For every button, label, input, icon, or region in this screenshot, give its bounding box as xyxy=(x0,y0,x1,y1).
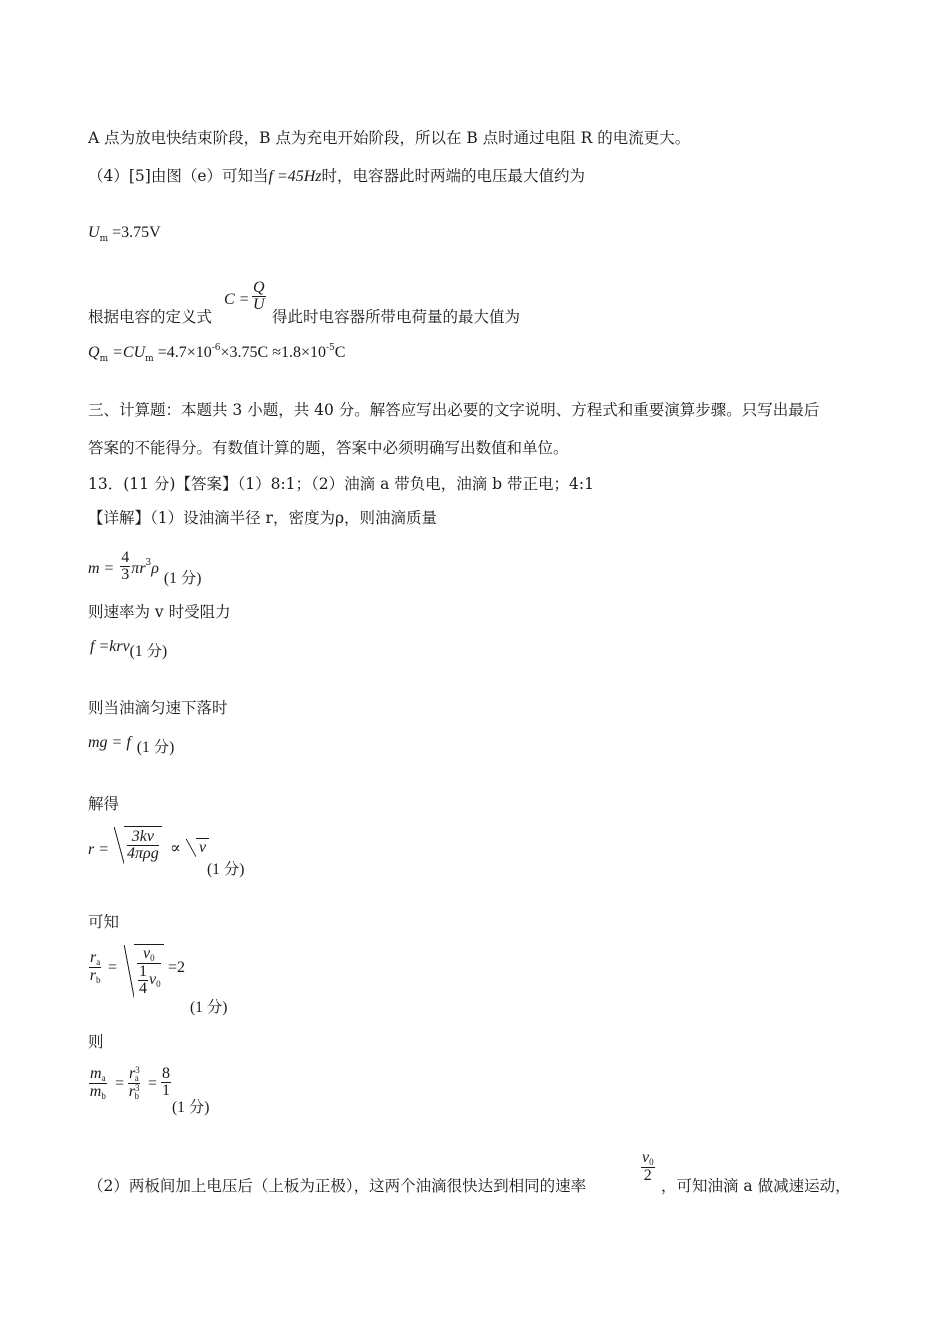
ma-symbol: m xyxy=(90,1065,102,1082)
rb-subscript: b xyxy=(95,975,101,985)
ratio-result: =2 xyxy=(168,959,186,976)
equals-sign: = xyxy=(115,1075,125,1092)
part2-suffix: ，可知油滴 a 做减速运动， xyxy=(661,1177,851,1195)
exponent-2: -5 xyxy=(326,343,335,353)
ra-subscript: a xyxy=(134,1073,139,1083)
velocity-symbol: v xyxy=(199,839,207,856)
frequency-formula: f =45Hz xyxy=(268,168,322,185)
quarter-fraction xyxy=(138,964,148,997)
text-line-solve: 解得 xyxy=(88,795,120,813)
v0-half-fraction xyxy=(641,1150,655,1184)
voltage-symbol: U xyxy=(88,224,100,241)
capacitance-symbol: C = xyxy=(224,291,250,308)
question-13-answer: 13．(11 分)【答案】（1）8:1；（2）油滴 a 带负电，油滴 b 带正电；4:1 xyxy=(88,475,594,493)
equals-sign-2: = xyxy=(148,1075,158,1092)
fraction-denominator: 1 xyxy=(162,1082,170,1099)
fraction-numerator: 1 xyxy=(139,963,147,980)
equation-resistance xyxy=(90,636,168,660)
charge-calc-a: =4.7×10 xyxy=(153,344,212,361)
score-label: (1 分) xyxy=(207,861,245,878)
equation-equilibrium xyxy=(88,732,175,756)
voltage-subscript: m xyxy=(99,234,109,244)
fraction-denominator: 4πρg xyxy=(127,845,159,862)
text-line-capacitance-definition xyxy=(88,279,521,326)
section-3-instructions-line1: 三、计算题：本题共 3 小题，共 40 分。解答应写出必要的文字说明、方程式和重要演算步骤。只写出最后 xyxy=(88,401,820,419)
capacitance-prefix: 根据电容的定义式 xyxy=(88,308,213,326)
fraction-numerator xyxy=(89,950,101,968)
charge-subscript: m xyxy=(99,354,109,364)
equation-mass xyxy=(88,542,201,586)
fraction-numerator: 4 xyxy=(121,549,130,566)
pi-r: πr xyxy=(131,559,146,577)
mb-symbol: m xyxy=(89,1083,102,1100)
radius-fraction xyxy=(127,829,159,862)
text-line-know: 可知 xyxy=(88,913,120,931)
cube-exponent: 3 xyxy=(145,557,152,568)
text-line-resistance: 则速率为 v 时受阻力 xyxy=(88,603,231,621)
ra-subscript: a xyxy=(96,957,101,967)
q-over-u-fraction xyxy=(252,280,266,313)
cube-exponent: 3 xyxy=(134,1083,140,1093)
text-line-uniform-fall: 则当油滴匀速下落时 xyxy=(88,699,228,717)
density-symbol: ρ xyxy=(151,559,159,577)
four-thirds-fraction xyxy=(120,550,130,583)
text-line-then: 则 xyxy=(88,1033,104,1051)
cu-product: =CU xyxy=(108,344,146,361)
mass-lhs: m = xyxy=(88,559,115,577)
section-3-instructions-line2: 答案的不能得分。有数值计算的题，答案中必须明确写出数值和单位。 xyxy=(88,439,569,457)
fraction-denominator: 2 xyxy=(643,1167,652,1184)
sqrt-v xyxy=(196,838,209,857)
fraction-numerator xyxy=(128,1066,140,1084)
v0-symbol: v xyxy=(149,971,157,989)
formula-max-voltage xyxy=(88,222,161,245)
text-line-part4 xyxy=(88,166,585,187)
charge-symbol: Q xyxy=(88,344,100,361)
fraction-numerator: Q xyxy=(253,279,265,296)
ra-rb-fraction xyxy=(89,950,101,985)
score-label: (1 分) xyxy=(172,1099,210,1116)
v0-subscript: 0 xyxy=(150,953,155,963)
capacitance-suffix: 得此时电容器所带电荷量的最大值为 xyxy=(272,308,521,326)
charge-unit: C xyxy=(334,344,346,361)
rb-subscript: b xyxy=(134,1091,139,1101)
fraction-denominator: 3 xyxy=(121,566,130,583)
ra-symbol: r xyxy=(129,1065,136,1082)
v0-symbol: v xyxy=(642,1149,650,1166)
fraction-numerator: 3kv xyxy=(127,829,159,846)
score-label: (1 分) xyxy=(190,999,228,1016)
fraction-denominator: U xyxy=(253,296,265,313)
exponent-1: -6 xyxy=(211,343,221,353)
velocity-ratio-fraction xyxy=(137,946,161,997)
part2-prefix: （2）两板间加上电压后（上板为正极），这两个油滴很快达到相同的速率 xyxy=(88,1177,587,1195)
radius-lhs: r = xyxy=(88,841,110,858)
cube-exponent: 3 xyxy=(135,1065,140,1075)
fraction-denominator xyxy=(89,1084,107,1101)
v0-subscript: 0 xyxy=(649,1157,654,1167)
question-13-detail: 【详解】（1）设油滴半径 r，密度为ρ，则油滴质量 xyxy=(88,509,438,527)
score-label: (1 分) xyxy=(129,643,168,660)
part4-prefix: （4）[5]由图（e）可知当 xyxy=(88,167,269,185)
cu-subscript: m xyxy=(145,354,154,364)
fraction-denominator xyxy=(137,964,161,997)
mb-subscript: b xyxy=(101,1091,106,1101)
rb-symbol: r xyxy=(128,1083,135,1100)
fraction-denominator xyxy=(128,1084,140,1101)
sqrt-velocity-ratio xyxy=(134,944,164,998)
resistance-formula: f =krv xyxy=(90,638,130,655)
equals-sign: = xyxy=(108,959,118,976)
charge-calc-b: ×3.75C ≈1.8×10 xyxy=(220,344,327,361)
eight-over-one-fraction xyxy=(161,1066,171,1099)
fraction-numerator xyxy=(137,946,161,964)
fraction-numerator xyxy=(641,1150,655,1168)
text-line-conclusion: A 点为放电快结束阶段，B 点为充电开始阶段，所以在 B 点时通过电阻 R 的电流更大。 xyxy=(88,129,691,147)
rb-symbol: r xyxy=(89,967,96,984)
sqrt-radius xyxy=(124,826,162,864)
ra-symbol: r xyxy=(90,949,97,966)
part4-suffix: 时，电容器此时两端的电压最大值约为 xyxy=(321,167,586,185)
fraction-numerator: 8 xyxy=(162,1065,170,1082)
formula-max-charge xyxy=(88,342,345,365)
ma-subscript: a xyxy=(101,1073,106,1083)
fraction-denominator xyxy=(89,968,101,985)
v0-subscript: 0 xyxy=(156,979,161,990)
voltage-value: =3.75V xyxy=(108,224,161,241)
proportional-symbol: ∝ xyxy=(170,840,181,857)
v0-symbol: v xyxy=(143,945,151,962)
equilibrium-formula: mg = f xyxy=(88,734,131,751)
ra3-rb3-fraction xyxy=(128,1066,140,1101)
fraction-denominator: 4 xyxy=(139,980,147,997)
ma-mb-fraction xyxy=(89,1066,107,1101)
score-label: (1 分) xyxy=(136,739,175,756)
fraction-numerator xyxy=(89,1066,107,1084)
score-label: (1 分) xyxy=(163,569,202,587)
